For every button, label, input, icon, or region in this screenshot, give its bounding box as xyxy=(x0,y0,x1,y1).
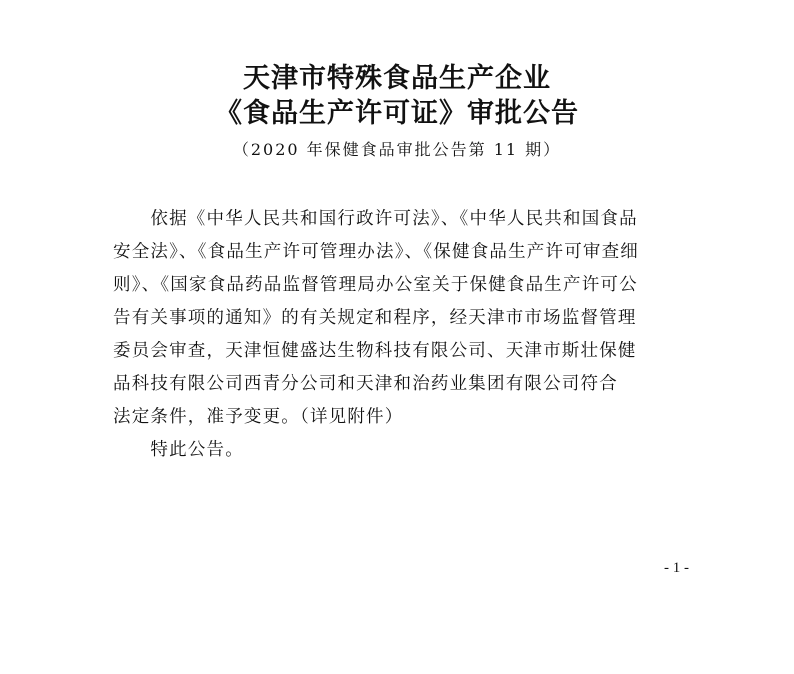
body-line: 则》、《国家食品药品监督管理局办公室关于保健食品生产许可公 xyxy=(113,275,638,295)
body-line: 法定条件，准予变更。（详见附件） xyxy=(113,407,404,427)
page-number: - 1 - xyxy=(664,560,689,576)
document-title-line-1: 天津市特殊食品生产企业 xyxy=(243,63,551,94)
body-line: 依据《中华人民共和国行政许可法》、《中华人民共和国食品 xyxy=(113,209,638,229)
document-title-line-2: 《食品生产许可证》审批公告 xyxy=(215,98,579,129)
body-line: 委员会审查，天津恒健盛达生物科技有限公司、天津市斯壮保健 xyxy=(113,341,637,361)
body-line: 告有关事项的通知》的有关规定和程序，经天津市市场监督管理 xyxy=(113,308,637,328)
body-line: 安全法》、《食品生产许可管理办法》、《保健食品生产许可审查细 xyxy=(113,242,639,262)
document-subtitle: （2020 年保健食品审批公告第 11 期） xyxy=(232,140,562,159)
body-line: 品科技有限公司西青分公司和天津和治药业集团有限公司符合 xyxy=(113,374,618,394)
body-line: 特此公告。 xyxy=(113,440,244,460)
